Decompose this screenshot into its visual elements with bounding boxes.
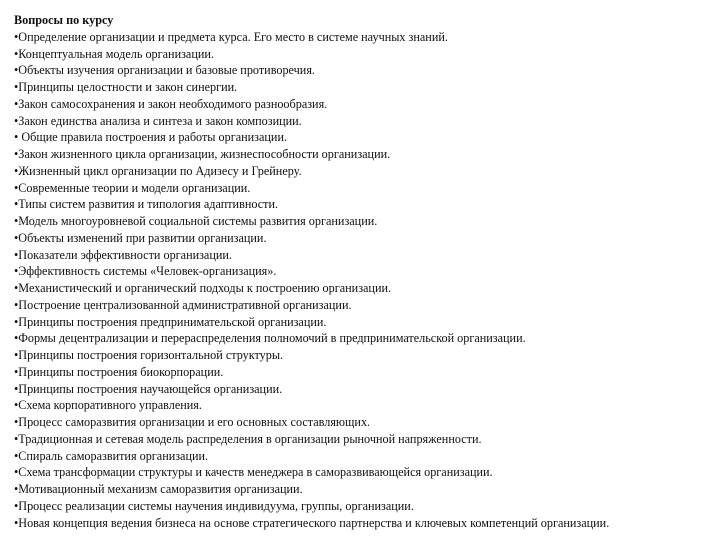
question-item: •Определение организации и предмета курса. Его место в системе научных знаний. bbox=[14, 29, 448, 44]
question-item: •Механистический и органический подходы к построению организации. bbox=[14, 281, 392, 295]
question-item: •Эффективность системы «Человек-организация». bbox=[14, 264, 277, 279]
question-item: •Объекты изменений при развитии организации. bbox=[14, 230, 267, 245]
question-item: •Закон жизненного цикла организации, жизнеспособности организации. bbox=[14, 147, 391, 161]
question-item: •Схема корпоративного управления. bbox=[14, 398, 202, 413]
question-item: •Традиционная и сетевая модель распределения в организации рыночной напряженности. bbox=[14, 431, 482, 446]
question-item: •Объекты изучения организации и базовые противоречия. bbox=[14, 63, 315, 78]
question-item: •Процесс реализации системы научения индивидуума, группы, организации. bbox=[14, 498, 414, 513]
question-item: • Общие правила построения и работы организации. bbox=[14, 130, 288, 145]
question-item: •Принципы построения предпринимательской организации. bbox=[14, 314, 327, 329]
question-item: •Принципы построения биокорпорации. bbox=[14, 364, 224, 379]
question-item: •Принципы построения горизонтальной структуры. bbox=[14, 348, 284, 362]
question-item: •Построение централизованной административной организации. bbox=[14, 297, 352, 312]
question-item: •Закон самосохранения и закон необходимого разнообразия. bbox=[14, 96, 328, 111]
question-item: •Принципы построения научающейся организации. bbox=[14, 381, 283, 396]
document-body bbox=[14, 12, 714, 531]
question-item: •Современные теории и модели организации. bbox=[14, 180, 251, 195]
question-item: •Модель многоуровневой социальной системы развития организации. bbox=[14, 214, 378, 228]
question-item: •Схема трансформации структуры и качеств менеджера в саморазвивающейся организации. bbox=[14, 465, 493, 480]
question-item: •Новая концепция ведения бизнеса на основе стратегического партнерства и ключевых компетенций организации. bbox=[14, 515, 610, 530]
question-item: •Принципы целостности и закон синергии. bbox=[14, 80, 238, 94]
question-item: •Процесс саморазвития организации и его основных составляющих. bbox=[14, 415, 371, 429]
document-title: Вопросы по курсу bbox=[14, 13, 114, 27]
question-item: •Закон единства анализа и синтеза и закон композиции. bbox=[14, 113, 302, 128]
question-list bbox=[14, 29, 714, 532]
question-item: •Мотивационный механизм саморазвития организации. bbox=[14, 482, 303, 496]
question-item: •Показатели эффективности организации. bbox=[14, 247, 232, 262]
question-item: •Жизненный цикл организации по Адизесу и Грейнеру. bbox=[14, 163, 302, 178]
question-item: •Концептуальная модель организации. bbox=[14, 46, 214, 61]
question-item: •Формы децентрализации и перераспределения полномочий в предпринимательской организации. bbox=[14, 331, 526, 346]
question-item: •Спираль саморазвития организации. bbox=[14, 448, 209, 463]
question-item: •Типы систем развития и типология адаптивности. bbox=[14, 197, 279, 212]
